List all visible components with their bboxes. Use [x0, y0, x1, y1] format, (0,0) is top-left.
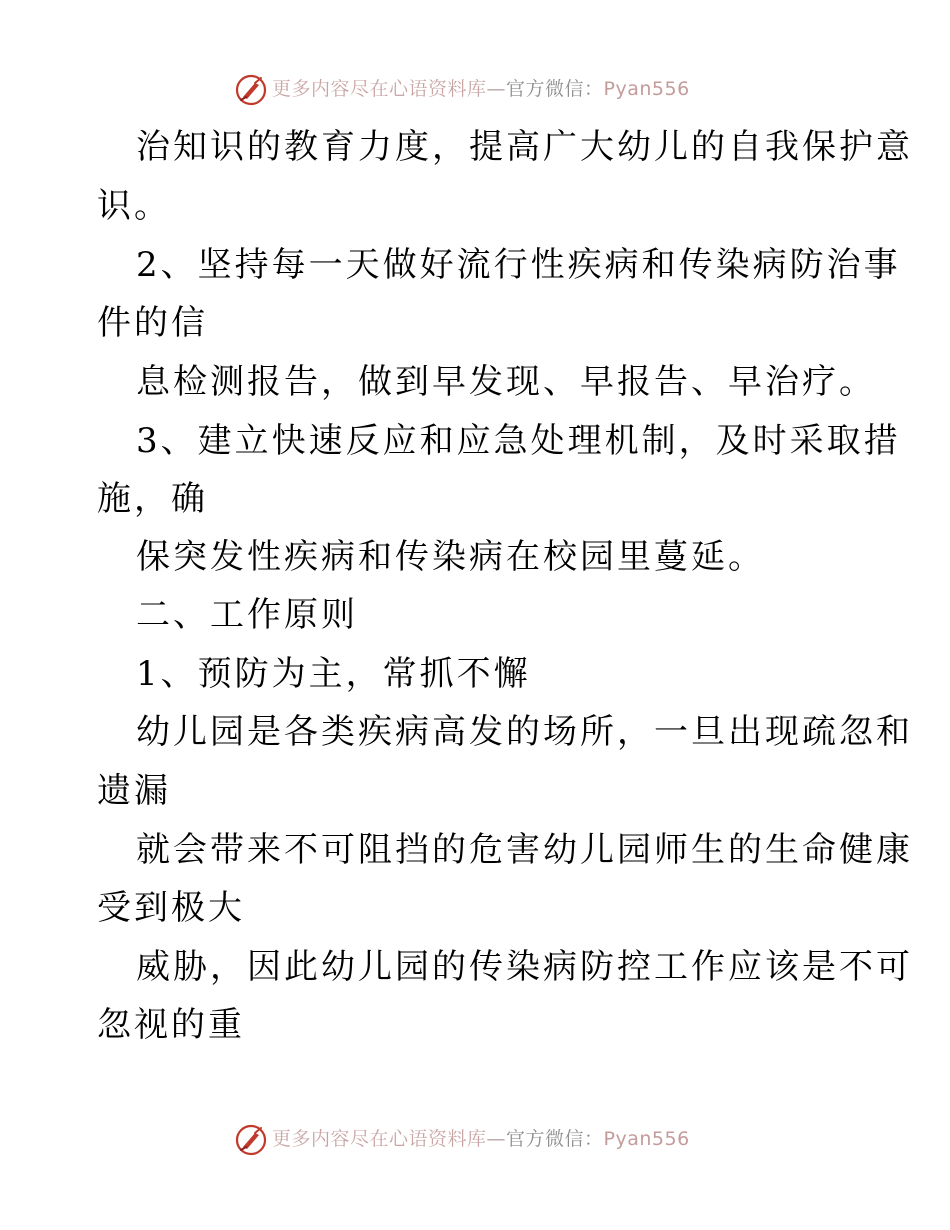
body-line: 2、坚持每一天做好流行性疾病和传染病防治事: [136, 245, 901, 285]
quill-pen-icon: [234, 1123, 268, 1157]
body-line: 威胁，因此幼儿园的传染病防控工作应该是不可: [136, 947, 913, 987]
footer-watermark-banner: [0, 1120, 950, 1160]
body-line: 治知识的教育力度，提高广大幼儿的自我保护意: [136, 127, 913, 167]
watermark-wechat-id: Pyan556: [603, 1128, 690, 1150]
body-line: 忽视的重: [97, 1005, 245, 1045]
section-heading: 二、工作原则: [136, 595, 358, 635]
body-line: 3、建立快速反应和应急处理机制，及时采取措: [136, 421, 901, 461]
watermark-lead: 更多内容尽在心语资料库: [272, 1128, 487, 1150]
watermark-separator: —: [486, 78, 507, 100]
body-line: 保突发性疾病和传染病在校园里蔓延。: [136, 537, 765, 577]
body-line: 息检测报告，做到早发现、早报告、早治疗。: [136, 362, 876, 402]
body-line: 识。: [97, 186, 171, 226]
body-line: 就会带来不可阻挡的危害幼儿园师生的生命健康: [136, 830, 913, 870]
body-line: 施，确: [97, 479, 208, 519]
body-line: 幼儿园是各类疾病高发的场所，一旦出现疏忽和: [136, 712, 913, 752]
watermark-wechat-id: Pyan556: [603, 78, 690, 100]
watermark-separator: —: [486, 1128, 507, 1150]
watermark-lead: 更多内容尽在心语资料库: [272, 78, 487, 100]
body-line: 件的信: [97, 303, 208, 343]
watermark-wechat-label: 官方微信：: [506, 78, 604, 100]
body-line: 遗漏: [97, 771, 171, 811]
body-line: 受到极大: [97, 888, 245, 928]
subsection-heading: 1、预防为主，常抓不懈: [136, 654, 531, 694]
watermark-wechat-label: 官方微信：: [506, 1128, 604, 1150]
watermark-text: [272, 1127, 690, 1151]
